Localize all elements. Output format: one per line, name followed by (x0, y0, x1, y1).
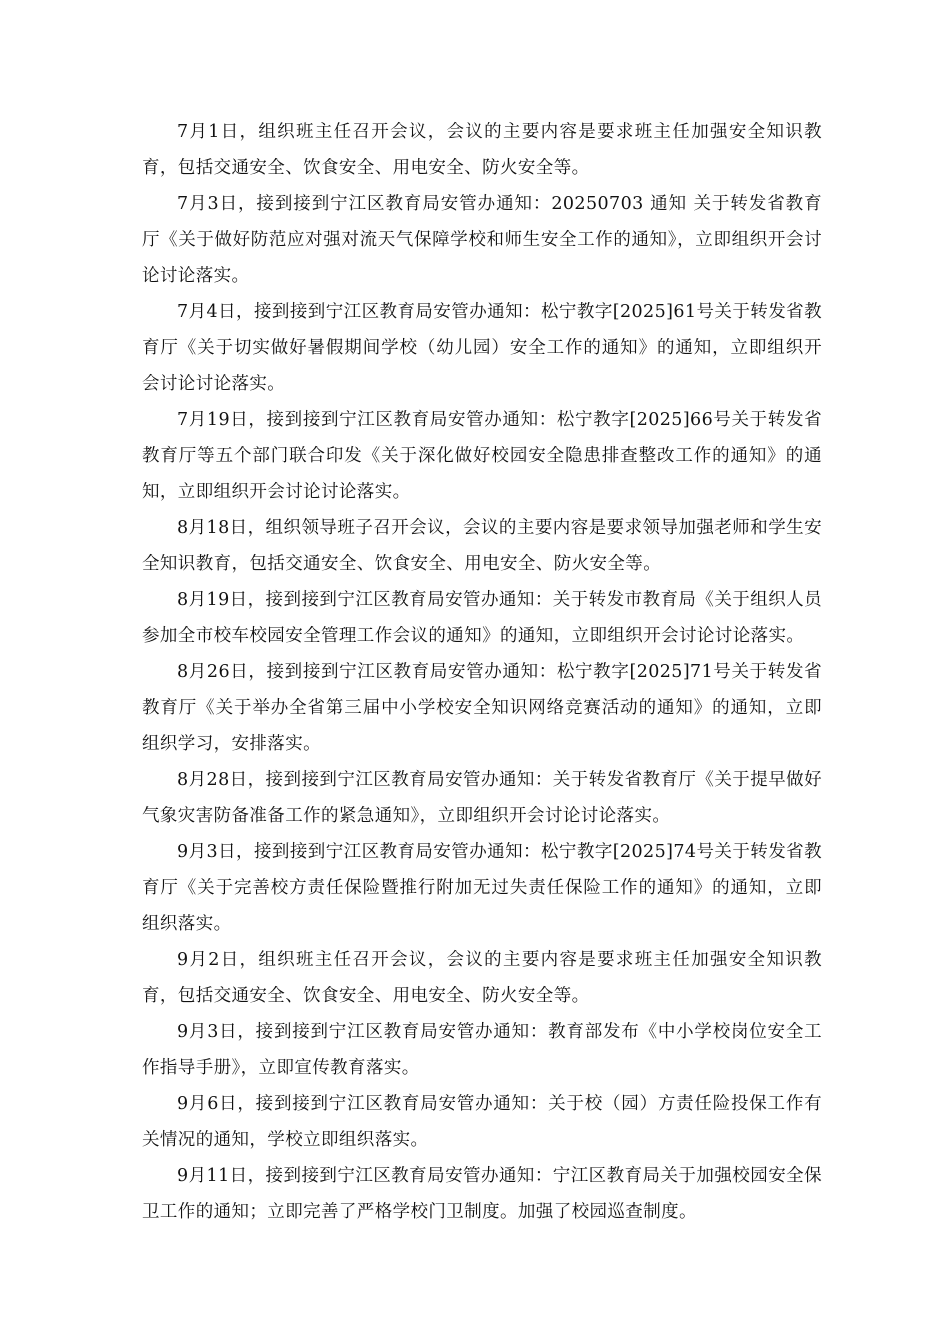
paragraph-8: 8月28日，接到接到宁江区教育局安管办通知：关于转发省教育厅《关于提早做好气象灾害防备准备工作的紧急通知》，立即组织开会讨论讨论落实。 (142, 770, 822, 826)
paragraph-2: 7月3日，接到接到宁江区教育局安管办通知：20250703 通知 关于转发省教育厅《关于做好防范应对强对流天气保障学校和师生安全工作的通知》，立即组织开会讨论讨论落实。 (142, 194, 822, 286)
paragraph-12: 9月6日，接到接到宁江区教育局安管办通知：关于校（园）方责任险投保工作有关情况的通知，学校立即组织落实。 (142, 1094, 822, 1150)
paragraph-11: 9月3日，接到接到宁江区教育局安管办通知：教育部发布《中小学校岗位安全工作指导手册》，立即宣传教育落实。 (142, 1022, 822, 1078)
paragraph-3: 7月4日，接到接到宁江区教育局安管办通知：松宁教字[2025]61号关于转发省教育厅《关于切实做好暑假期间学校（幼儿园）安全工作的通知》的通知，立即组织开会讨论讨论落实。 (142, 302, 822, 394)
paragraph-6: 8月19日，接到接到宁江区教育局安管办通知：关于转发市教育局《关于组织人员参加全市校车校园安全管理工作会议的通知》的通知，立即组织开会讨论讨论落实。 (142, 590, 822, 646)
paragraph-7: 8月26日，接到接到宁江区教育局安管办通知：松宁教字[2025]71号关于转发省教育厅《关于举办全省第三届中小学校安全知识网络竞赛活动的通知》的通知，立即组织学习，安排落实。 (142, 662, 822, 754)
paragraph-9: 9月3日，接到接到宁江区教育局安管办通知：松宁教字[2025]74号关于转发省教育厅《关于完善校方责任保险暨推行附加无过失责任保险工作的通知》的通知，立即组织落实。 (142, 842, 822, 934)
document-body (142, 114, 822, 1230)
paragraph-13: 9月11日，接到接到宁江区教育局安管办通知：宁江区教育局关于加强校园安全保卫工作的通知；立即完善了严格学校门卫制度。加强了校园巡查制度。 (142, 1166, 822, 1222)
paragraph-5: 8月18日，组织领导班子召开会议，会议的主要内容是要求领导加强老师和学生安全知识教育，包括交通安全、饮食安全、用电安全、防火安全等。 (142, 518, 822, 574)
paragraph-4: 7月19日，接到接到宁江区教育局安管办通知：松宁教字[2025]66号关于转发省教育厅等五个部门联合印发《关于深化做好校园安全隐患排查整改工作的通知》的通知，立即组织开会讨论讨论落实。 (142, 410, 822, 502)
paragraph-10: 9月2日，组织班主任召开会议，会议的主要内容是要求班主任加强安全知识教育，包括交通安全、饮食安全、用电安全、防火安全等。 (142, 950, 822, 1006)
paragraph-1: 7月1日，组织班主任召开会议，会议的主要内容是要求班主任加强安全知识教育，包括交通安全、饮食安全、用电安全、防火安全等。 (142, 122, 822, 178)
